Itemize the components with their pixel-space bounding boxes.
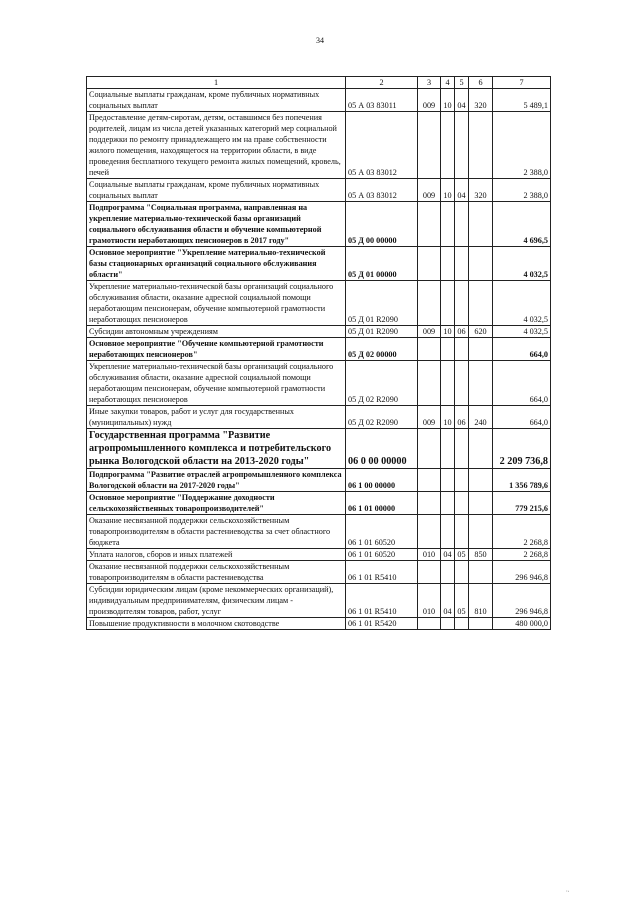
table-row [87, 112, 551, 179]
subsection-code-cell: 06 [455, 326, 469, 338]
classification-code-cell: 06 1 00 00000 [346, 469, 418, 492]
amount-cell: 4 032,5 [493, 326, 551, 338]
table-row [87, 179, 551, 202]
table-row [87, 561, 551, 584]
classification-code-cell: 06 1 01 R5410 [346, 584, 418, 618]
classification-code-cell: 05 Д 01 00000 [346, 247, 418, 281]
agency-code-cell: 009 [418, 179, 441, 202]
page-number: 34 [316, 36, 324, 45]
expense-type-code-cell [469, 492, 493, 515]
section-code-cell [441, 338, 455, 361]
table-row [87, 515, 551, 549]
amount-cell: 2 209 736,8 [493, 429, 551, 469]
section-code-cell [441, 112, 455, 179]
header-cell: 7 [493, 77, 551, 89]
amount-cell: 2 388,0 [493, 179, 551, 202]
agency-code-cell [418, 618, 441, 630]
table-row [87, 429, 551, 469]
subsection-code-cell: 05 [455, 549, 469, 561]
table-row [87, 469, 551, 492]
row-name-cell: Основное мероприятие "Обучение компьютерной грамотности неработающих пенсионеров" [87, 338, 346, 361]
subsection-code-cell: 04 [455, 89, 469, 112]
table-row [87, 361, 551, 406]
amount-cell: 664,0 [493, 406, 551, 429]
classification-code-cell: 05 А 03 83011 [346, 89, 418, 112]
amount-cell: 4 032,5 [493, 281, 551, 326]
section-code-cell [441, 281, 455, 326]
section-code-cell [441, 515, 455, 549]
agency-code-cell [418, 515, 441, 549]
expense-type-code-cell [469, 247, 493, 281]
table-row [87, 549, 551, 561]
classification-code-cell: 05 Д 02 R2090 [346, 406, 418, 429]
header-cell: 4 [441, 77, 455, 89]
header-cell: 2 [346, 77, 418, 89]
section-code-cell: 04 [441, 584, 455, 618]
row-name-cell: Социальные выплаты гражданам, кроме публичных нормативных социальных выплат [87, 179, 346, 202]
amount-cell: 2 268,8 [493, 549, 551, 561]
amount-cell: 2 268,8 [493, 515, 551, 549]
amount-cell: 4 032,5 [493, 247, 551, 281]
section-code-cell [441, 469, 455, 492]
subsection-code-cell [455, 112, 469, 179]
amount-cell: 2 388,0 [493, 112, 551, 179]
classification-code-cell: 06 1 01 00000 [346, 492, 418, 515]
classification-code-cell: 06 1 01 60520 [346, 515, 418, 549]
subsection-code-cell [455, 515, 469, 549]
table-row [87, 89, 551, 112]
subsection-code-cell [455, 469, 469, 492]
subsection-code-cell [455, 338, 469, 361]
agency-code-cell [418, 202, 441, 247]
row-name-cell: Иные закупки товаров, работ и услуг для государственных (муниципальных) нужд [87, 406, 346, 429]
row-name-cell: Подпрограмма "Социальная программа, направленная на укрепление материально-технической базы организаций социального обслуживания области и обучение компьютерной грамотности неработающих пенсионеров в 2017 году" [87, 202, 346, 247]
scan-corner-mark: ʼʻ [566, 891, 570, 896]
row-name-cell: Государственная программа "Развитие агропромышленного комплекса и потребительского рынка Вологодской области на 2013-2020 годы" [87, 429, 346, 469]
section-code-cell [441, 361, 455, 406]
table-row [87, 618, 551, 630]
amount-cell: 296 946,8 [493, 584, 551, 618]
classification-code-cell: 05 Д 00 00000 [346, 202, 418, 247]
subsection-code-cell [455, 247, 469, 281]
expense-type-code-cell: 620 [469, 326, 493, 338]
classification-code-cell: 05 Д 02 R2090 [346, 361, 418, 406]
expense-type-code-cell [469, 338, 493, 361]
row-name-cell: Социальные выплаты гражданам, кроме публичных нормативных социальных выплат [87, 89, 346, 112]
expense-type-code-cell [469, 515, 493, 549]
row-name-cell: Субсидии юридическим лицам (кроме некоммерческих организаций), индивидуальным предпринимателям, физическим лицам - производителям товаров, работ, услуг [87, 584, 346, 618]
agency-code-cell: 009 [418, 89, 441, 112]
row-name-cell: Предоставление детям-сиротам, детям, оставшимся без попечения родителей, лицам из числа детей указанных категорий мер социальной поддержки по ремонту принадлежащего им на праве собственности жилого помещения, находящегося на территории области, в виде проведения бесплатного текущего ремонта жилых помещений, кровель, печей [87, 112, 346, 179]
agency-code-cell: 010 [418, 549, 441, 561]
agency-code-cell [418, 338, 441, 361]
row-name-cell: Оказание несвязанной поддержки сельскохозяйственным товаропроизводителям в области растениеводства за счет областного бюджета [87, 515, 346, 549]
expense-type-code-cell [469, 429, 493, 469]
agency-code-cell [418, 112, 441, 179]
subsection-code-cell [455, 429, 469, 469]
classification-code-cell: 06 1 01 60520 [346, 549, 418, 561]
row-name-cell: Оказание несвязанной поддержки сельскохозяйственным товаропроизводителям в области растениеводства [87, 561, 346, 584]
expense-type-code-cell [469, 112, 493, 179]
subsection-code-cell [455, 492, 469, 515]
agency-code-cell: 010 [418, 584, 441, 618]
expense-type-code-cell [469, 469, 493, 492]
expense-type-code-cell [469, 202, 493, 247]
header-cell: 1 [87, 77, 346, 89]
expense-type-code-cell: 240 [469, 406, 493, 429]
classification-code-cell: 05 А 03 83012 [346, 112, 418, 179]
header-cell: 5 [455, 77, 469, 89]
agency-code-cell [418, 492, 441, 515]
section-code-cell [441, 618, 455, 630]
table-row [87, 492, 551, 515]
subsection-code-cell [455, 618, 469, 630]
section-code-cell: 10 [441, 326, 455, 338]
classification-code-cell: 05 Д 01 R2090 [346, 326, 418, 338]
table-row [87, 247, 551, 281]
expense-type-code-cell: 810 [469, 584, 493, 618]
classification-code-cell: 05 А 03 83012 [346, 179, 418, 202]
header-cell: 3 [418, 77, 441, 89]
table-header-row [87, 77, 551, 89]
agency-code-cell [418, 561, 441, 584]
expense-type-code-cell [469, 281, 493, 326]
subsection-code-cell [455, 361, 469, 406]
section-code-cell: 10 [441, 179, 455, 202]
agency-code-cell [418, 469, 441, 492]
amount-cell: 296 946,8 [493, 561, 551, 584]
row-name-cell: Повышение продуктивности в молочном скотоводстве [87, 618, 346, 630]
amount-cell: 5 489,1 [493, 89, 551, 112]
table-row [87, 202, 551, 247]
subsection-code-cell [455, 202, 469, 247]
row-name-cell: Основное мероприятие "Укрепление материально-технической базы стационарных организаций социального обслуживания области" [87, 247, 346, 281]
section-code-cell [441, 492, 455, 515]
section-code-cell: 10 [441, 406, 455, 429]
amount-cell: 4 696,5 [493, 202, 551, 247]
table-row [87, 326, 551, 338]
section-code-cell [441, 429, 455, 469]
subsection-code-cell: 05 [455, 584, 469, 618]
row-name-cell: Укрепление материально-технической базы организаций социального обслуживания области, оказание адресной социальной помощи неработающим пенсионерам, обучение компьютерной грамотности неработающих пенсионеров [87, 281, 346, 326]
row-name-cell: Субсидии автономным учреждениям [87, 326, 346, 338]
table-row [87, 338, 551, 361]
budget-table [86, 76, 551, 630]
subsection-code-cell [455, 281, 469, 326]
expense-type-code-cell [469, 618, 493, 630]
agency-code-cell: 009 [418, 406, 441, 429]
row-name-cell: Уплата налогов, сборов и иных платежей [87, 549, 346, 561]
classification-code-cell: 05 Д 01 R2090 [346, 281, 418, 326]
classification-code-cell: 06 1 01 R5410 [346, 561, 418, 584]
expense-type-code-cell: 320 [469, 89, 493, 112]
row-name-cell: Подпрограмма "Развитие отраслей агропромышленного комплекса Вологодской области на 2017-2020 годы" [87, 469, 346, 492]
classification-code-cell: 06 1 01 R5420 [346, 618, 418, 630]
table-row [87, 406, 551, 429]
expense-type-code-cell [469, 361, 493, 406]
agency-code-cell: 009 [418, 326, 441, 338]
amount-cell: 664,0 [493, 338, 551, 361]
amount-cell: 664,0 [493, 361, 551, 406]
subsection-code-cell: 06 [455, 406, 469, 429]
section-code-cell [441, 247, 455, 281]
amount-cell: 480 000,0 [493, 618, 551, 630]
row-name-cell: Основное мероприятие "Поддержание доходности сельскохозяйственных товаропроизводителей" [87, 492, 346, 515]
section-code-cell: 10 [441, 89, 455, 112]
table-row [87, 281, 551, 326]
section-code-cell: 04 [441, 549, 455, 561]
amount-cell: 779 215,6 [493, 492, 551, 515]
amount-cell: 1 356 789,6 [493, 469, 551, 492]
section-code-cell [441, 561, 455, 584]
expense-type-code-cell [469, 561, 493, 584]
subsection-code-cell: 04 [455, 179, 469, 202]
row-name-cell: Укрепление материально-технической базы организаций социального обслуживания области, оказание адресной социальной помощи неработающим пенсионерам, обучение компьютерной грамотности неработающих пенсионеров [87, 361, 346, 406]
agency-code-cell [418, 361, 441, 406]
agency-code-cell [418, 281, 441, 326]
classification-code-cell: 05 Д 02 00000 [346, 338, 418, 361]
subsection-code-cell [455, 561, 469, 584]
agency-code-cell [418, 429, 441, 469]
expense-type-code-cell: 850 [469, 549, 493, 561]
classification-code-cell: 06 0 00 00000 [346, 429, 418, 469]
expense-type-code-cell: 320 [469, 179, 493, 202]
agency-code-cell [418, 247, 441, 281]
table-row [87, 584, 551, 618]
header-cell: 6 [469, 77, 493, 89]
section-code-cell [441, 202, 455, 247]
